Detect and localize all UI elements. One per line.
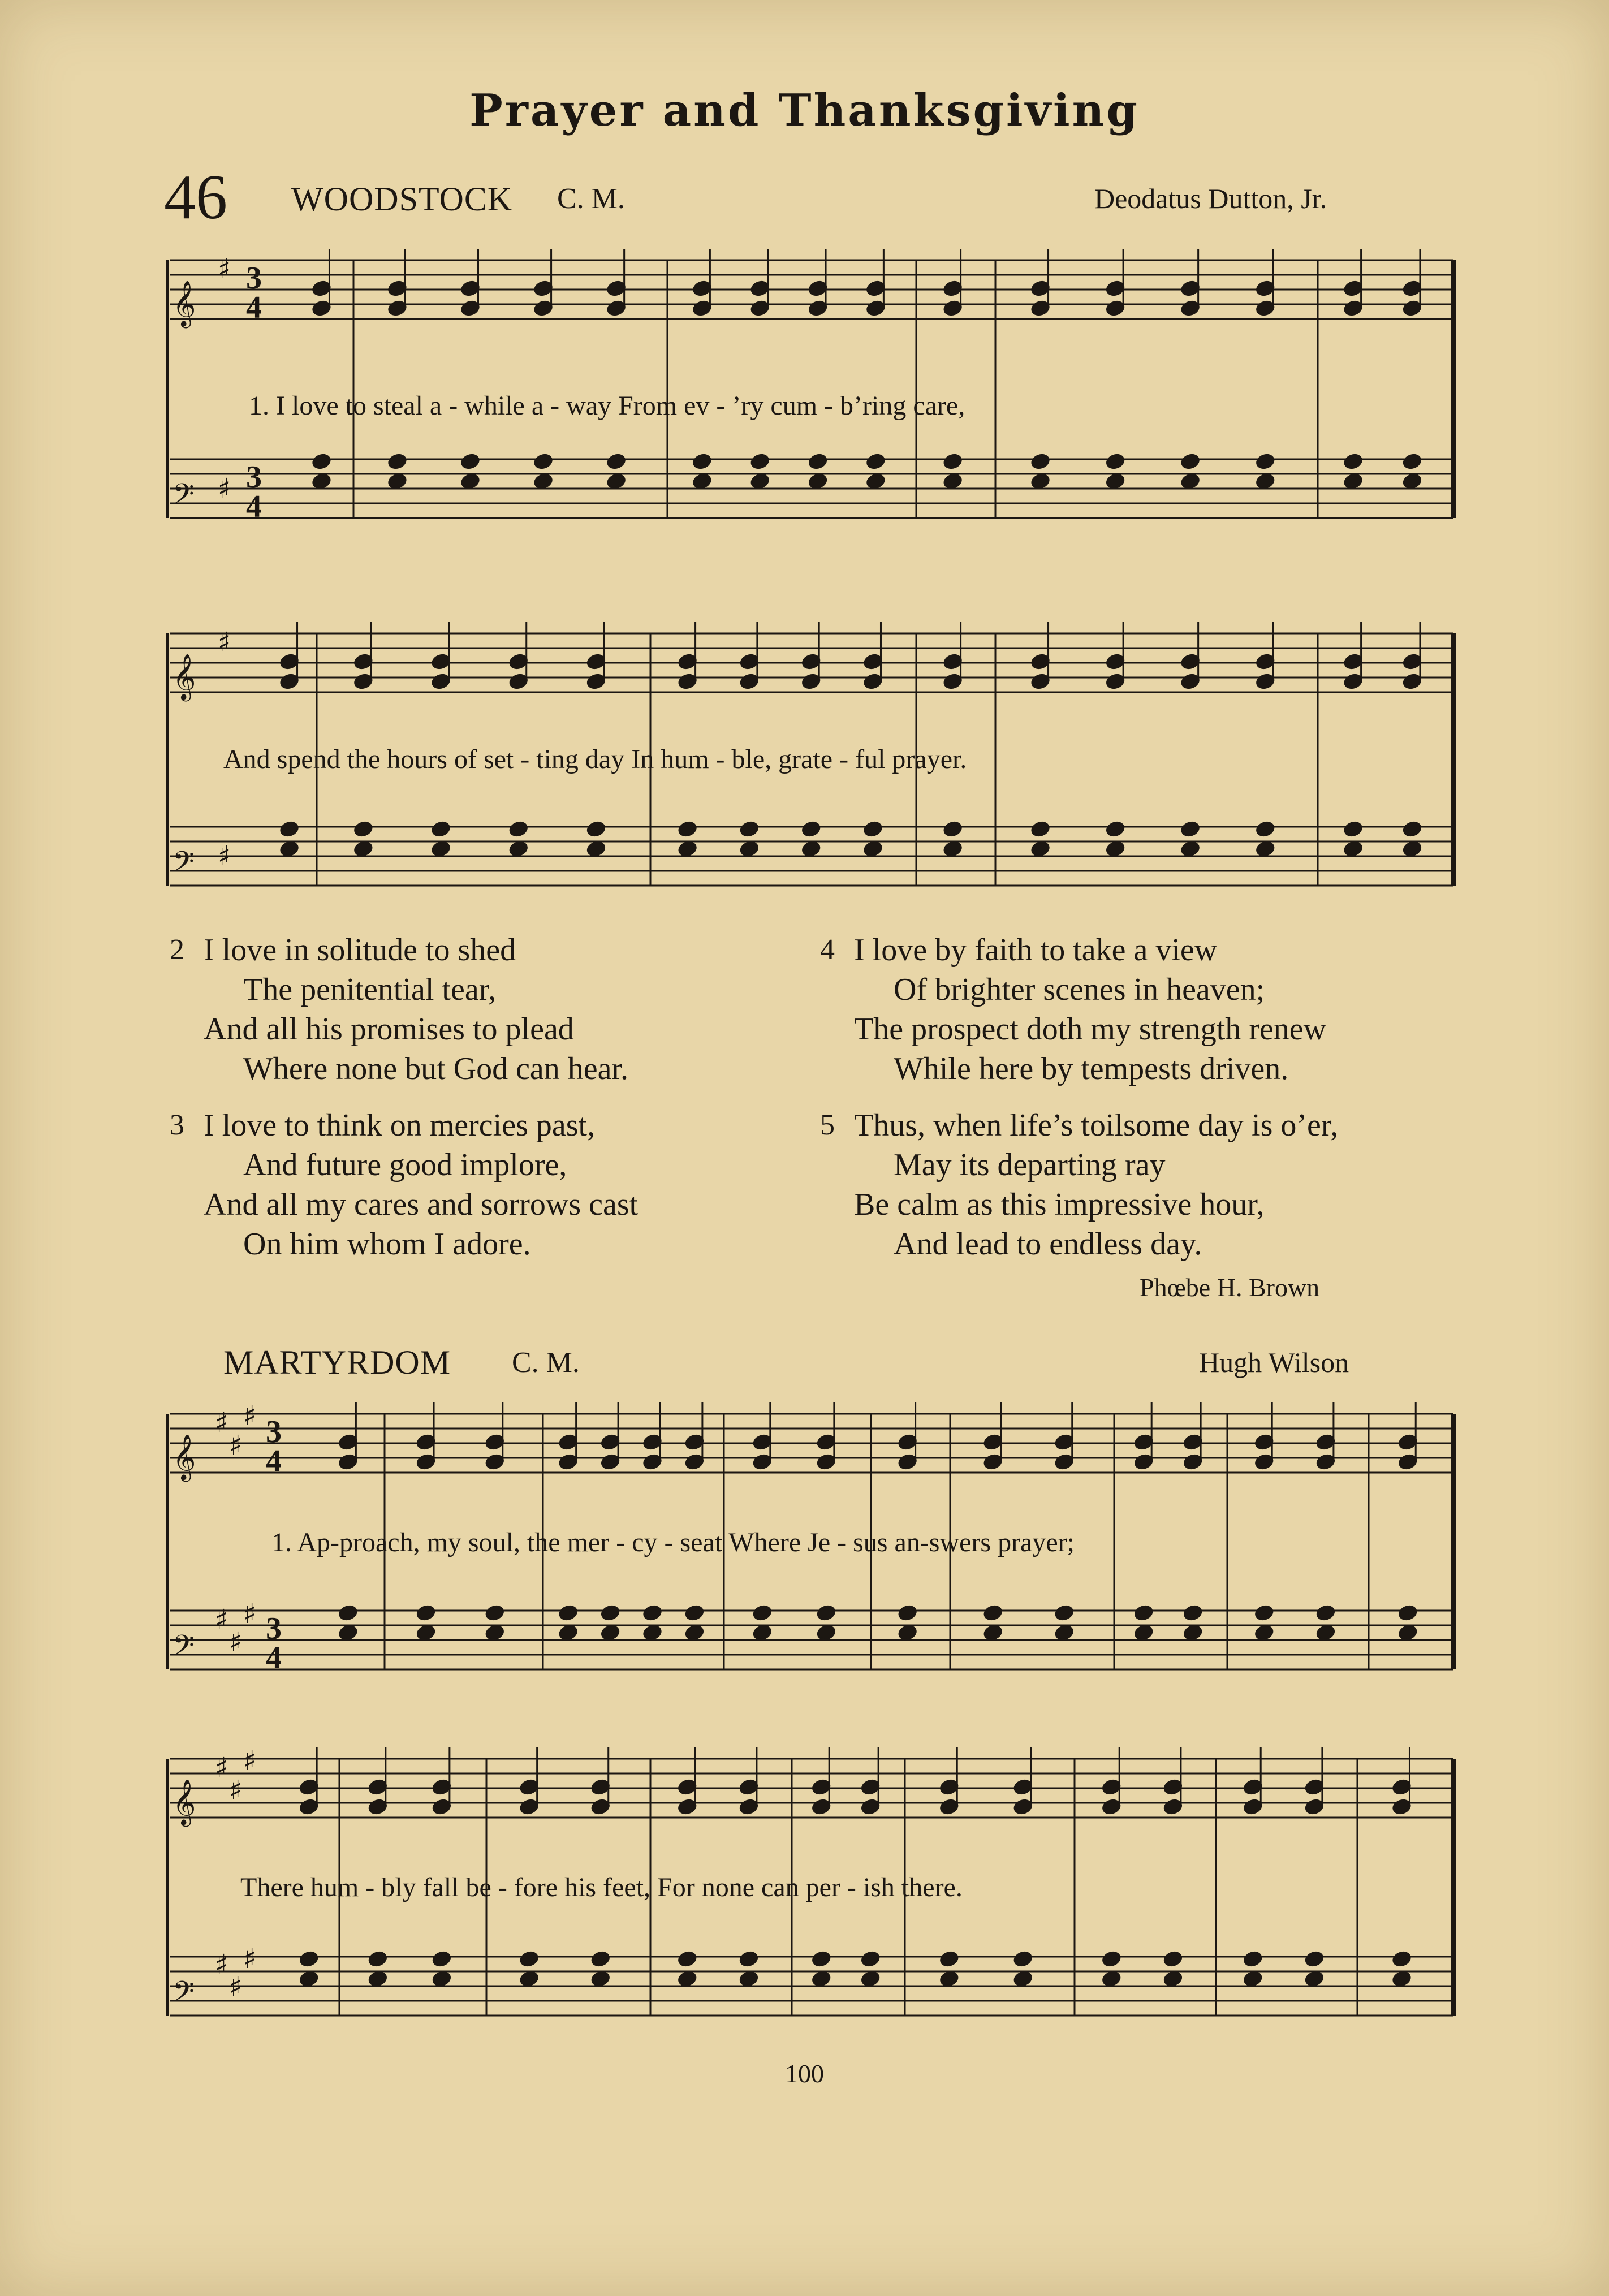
notehead: [739, 1950, 759, 1968]
verse-line: I love to think on mercies past,: [204, 1108, 596, 1143]
page-number: 100: [785, 2059, 824, 2088]
notehead: [606, 453, 627, 471]
notehead: [1304, 1950, 1325, 1968]
time-sig-den: 4: [246, 290, 262, 325]
notehead: [368, 1970, 388, 1988]
section-title: Prayer and Thanksgiving: [469, 85, 1140, 136]
verse-line: Of brighter scenes in heaven;: [894, 972, 1265, 1007]
notehead: [1013, 1970, 1033, 1988]
bass-clef: 𝄢: [172, 1975, 195, 2015]
sharp: ♯: [218, 840, 231, 872]
notehead: [338, 1604, 359, 1622]
time-sig-num: 3: [246, 261, 262, 296]
notehead: [353, 840, 373, 858]
notehead: [1255, 840, 1275, 858]
notehead: [752, 1624, 773, 1642]
notehead: [684, 1624, 705, 1642]
notehead: [1101, 1970, 1121, 1988]
notehead: [519, 1970, 540, 1988]
sharp: ♯: [218, 253, 231, 285]
text-author: Phœbe H. Brown: [1140, 1273, 1320, 1302]
notehead: [508, 821, 529, 838]
bass-clef: 𝄢: [172, 845, 195, 885]
notehead: [1030, 473, 1051, 490]
notehead: [898, 1604, 918, 1622]
sharp: ♯: [243, 1400, 257, 1432]
notehead: [1101, 1950, 1121, 1968]
notehead: [677, 1950, 697, 1968]
notehead: [1133, 1624, 1154, 1642]
notehead: [1105, 840, 1125, 858]
verse-line: And lead to endless day.: [894, 1227, 1202, 1262]
notehead: [279, 821, 300, 838]
notehead: [485, 1624, 505, 1642]
notehead: [586, 840, 606, 858]
bass-clef: 𝄢: [172, 478, 195, 517]
notehead: [1397, 1604, 1418, 1622]
notehead: [533, 473, 554, 490]
treble-clef: 𝄞: [172, 1434, 196, 1480]
notehead: [1163, 1970, 1183, 1988]
notehead: [943, 840, 963, 858]
notehead: [739, 1970, 759, 1988]
notehead: [600, 1624, 620, 1642]
notehead: [943, 821, 963, 838]
notehead: [1402, 473, 1422, 490]
notehead: [816, 1604, 836, 1622]
treble-clef: 𝄞: [172, 1779, 196, 1825]
notehead: [299, 1950, 319, 1968]
verse-number: 2: [170, 934, 184, 966]
notehead: [600, 1604, 620, 1622]
verse-line: I love by faith to take a view: [854, 933, 1218, 968]
verse-line: Thus, when life’s toilsome day is o’er,: [854, 1108, 1339, 1143]
notehead: [1254, 1624, 1274, 1642]
notehead: [558, 1624, 579, 1642]
notehead: [1397, 1624, 1418, 1642]
notehead: [863, 821, 883, 838]
composer: Hugh Wilson: [1199, 1346, 1349, 1378]
time-sig-num: 3: [246, 460, 262, 495]
notehead: [1304, 1970, 1325, 1988]
notehead: [752, 1604, 773, 1622]
verse-2: [170, 930, 629, 1089]
notehead: [368, 1950, 388, 1968]
notehead: [431, 840, 451, 858]
verse-line: Where none but God can hear.: [243, 1051, 629, 1086]
notehead: [866, 453, 886, 471]
notehead: [808, 453, 828, 471]
notehead: [1105, 821, 1125, 838]
notehead: [943, 473, 963, 490]
notehead: [642, 1604, 663, 1622]
verse-line: And future good implore,: [243, 1147, 567, 1182]
notehead: [586, 821, 606, 838]
sharp: ♯: [243, 1598, 257, 1630]
sharp: ♯: [218, 627, 231, 658]
notehead: [808, 473, 828, 490]
notehead: [1243, 1970, 1263, 1988]
notehead: [1315, 1624, 1336, 1642]
notehead: [1180, 840, 1201, 858]
notehead: [606, 473, 627, 490]
sharp: ♯: [229, 1775, 243, 1806]
notehead: [1180, 473, 1201, 490]
notehead: [387, 473, 408, 490]
notehead: [299, 1970, 319, 1988]
notehead: [750, 473, 770, 490]
time-sig-num: 3: [266, 1611, 282, 1646]
lyrics-woodstock-line1: 1. I love to steal a - while a - way From ev - ’ry cum - b’ring care,: [249, 391, 965, 421]
verse-line: May its departing ray: [894, 1147, 1166, 1182]
notehead: [642, 1624, 663, 1642]
tune-meter: C. M.: [557, 183, 625, 215]
verse-5: [820, 1106, 1339, 1264]
notehead: [983, 1604, 1003, 1622]
notehead: [1402, 821, 1422, 838]
composer: Deodatus Dutton, Jr.: [1094, 183, 1327, 214]
notehead: [353, 821, 373, 838]
notehead: [1254, 1604, 1274, 1622]
notehead: [678, 840, 698, 858]
notehead: [1030, 453, 1051, 471]
notehead: [338, 1624, 359, 1642]
verse-line: While here by tempests driven.: [894, 1051, 1289, 1086]
notehead: [943, 453, 963, 471]
notehead: [1343, 453, 1364, 471]
notehead: [816, 1624, 836, 1642]
notehead: [485, 1604, 505, 1622]
notehead: [1013, 1950, 1033, 1968]
notehead: [739, 840, 760, 858]
notehead: [692, 473, 713, 490]
notehead: [898, 1624, 918, 1642]
notehead: [1392, 1950, 1412, 1968]
lyrics-martyrdom-line1: 1. Ap-proach, my soul, the mer - cy - seat Where Je - sus an-swers prayer;: [271, 1527, 1075, 1557]
sharp: ♯: [215, 1604, 228, 1635]
sharp: ♯: [215, 1752, 228, 1784]
notehead: [1255, 453, 1275, 471]
notehead: [677, 1970, 697, 1988]
notehead: [1054, 1604, 1075, 1622]
notehead: [1163, 1950, 1183, 1968]
time-sig-num: 3: [266, 1414, 282, 1449]
sharp: ♯: [229, 1430, 243, 1461]
notehead: [1105, 473, 1125, 490]
notehead: [312, 473, 332, 490]
tune-title-martyrdom: MARTYRDOM: [223, 1344, 451, 1381]
time-sig-den: 4: [246, 489, 262, 524]
treble-clef: 𝄞: [172, 280, 196, 326]
notehead: [684, 1604, 705, 1622]
notehead: [1183, 1624, 1203, 1642]
notehead: [1392, 1970, 1412, 1988]
notehead: [508, 840, 529, 858]
sharp: ♯: [215, 1949, 228, 1980]
notehead: [387, 453, 408, 471]
lyrics-martyrdom-line2: There hum - bly fall be - fore his feet, For none can per - ish there.: [240, 1872, 963, 1902]
hymn-number: 46: [164, 162, 227, 232]
notehead: [312, 453, 332, 471]
notehead: [1180, 453, 1201, 471]
verse-number: 3: [170, 1109, 184, 1141]
notehead: [1030, 840, 1051, 858]
bass-clef: 𝄢: [172, 1629, 195, 1669]
notehead: [1315, 1604, 1336, 1622]
notehead: [432, 1970, 452, 1988]
sharp: ♯: [215, 1407, 228, 1439]
verse-line: Be calm as this impressive hour,: [854, 1187, 1265, 1222]
notehead: [739, 821, 760, 838]
notehead: [460, 473, 481, 490]
notehead: [1255, 821, 1275, 838]
sharp: ♯: [243, 1943, 257, 1975]
notehead: [866, 473, 886, 490]
notehead: [416, 1624, 436, 1642]
notehead: [590, 1970, 611, 1988]
time-sig-den: 4: [266, 1444, 282, 1479]
lyrics-woodstock-line2: And spend the hours of set - ting day In hum - ble, grate - ful prayer.: [223, 744, 967, 774]
verse-number: 4: [820, 934, 835, 966]
notehead: [1180, 821, 1201, 838]
verse-number: 5: [820, 1109, 835, 1141]
notehead: [590, 1950, 611, 1968]
notehead: [1105, 453, 1125, 471]
verse-line: The prospect doth my strength renew: [854, 1012, 1327, 1047]
notehead: [279, 840, 300, 858]
verse-line: And all his promises to plead: [204, 1012, 574, 1047]
verse-line: And all my cares and sorrows cast: [204, 1187, 639, 1222]
notehead: [863, 840, 883, 858]
notehead: [939, 1950, 959, 1968]
notehead: [1030, 821, 1051, 838]
notehead: [801, 840, 821, 858]
notehead: [811, 1950, 831, 1968]
notehead: [533, 453, 554, 471]
tune-meter: C. M.: [512, 1346, 580, 1379]
notehead: [692, 453, 713, 471]
verse-4: [820, 930, 1327, 1089]
notehead: [431, 821, 451, 838]
sharp: ♯: [218, 473, 231, 504]
verse-line: On him whom I adore.: [243, 1227, 531, 1262]
notehead: [1402, 840, 1422, 858]
notehead: [1255, 473, 1275, 490]
verse-3: [170, 1106, 639, 1264]
notehead: [1343, 473, 1364, 490]
notehead: [801, 821, 821, 838]
notehead: [811, 1970, 831, 1988]
notehead: [460, 453, 481, 471]
notehead: [860, 1950, 881, 1968]
notehead: [678, 821, 698, 838]
sharp: ♯: [229, 1971, 243, 2003]
notehead: [1133, 1604, 1154, 1622]
notehead: [983, 1624, 1003, 1642]
notehead: [519, 1950, 540, 1968]
time-sig-den: 4: [266, 1641, 282, 1676]
sharp: ♯: [229, 1626, 243, 1658]
notehead: [1054, 1624, 1075, 1642]
notehead: [416, 1604, 436, 1622]
notehead: [939, 1970, 959, 1988]
verse-line: I love in solitude to shed: [204, 933, 516, 968]
notehead: [1343, 821, 1364, 838]
treble-clef: 𝄞: [172, 653, 196, 700]
notehead: [750, 453, 770, 471]
tune-title-woodstock: WOODSTOCK: [291, 180, 513, 218]
notehead: [1343, 840, 1364, 858]
notehead: [1183, 1604, 1203, 1622]
notehead: [558, 1604, 579, 1622]
verse-line: The penitential tear,: [243, 972, 497, 1007]
notehead: [432, 1950, 452, 1968]
notehead: [1402, 453, 1422, 471]
notehead: [860, 1970, 881, 1988]
sharp: ♯: [243, 1745, 257, 1777]
notehead: [1243, 1950, 1263, 1968]
staff-martyrdom-2-bass: [170, 1957, 1453, 2016]
